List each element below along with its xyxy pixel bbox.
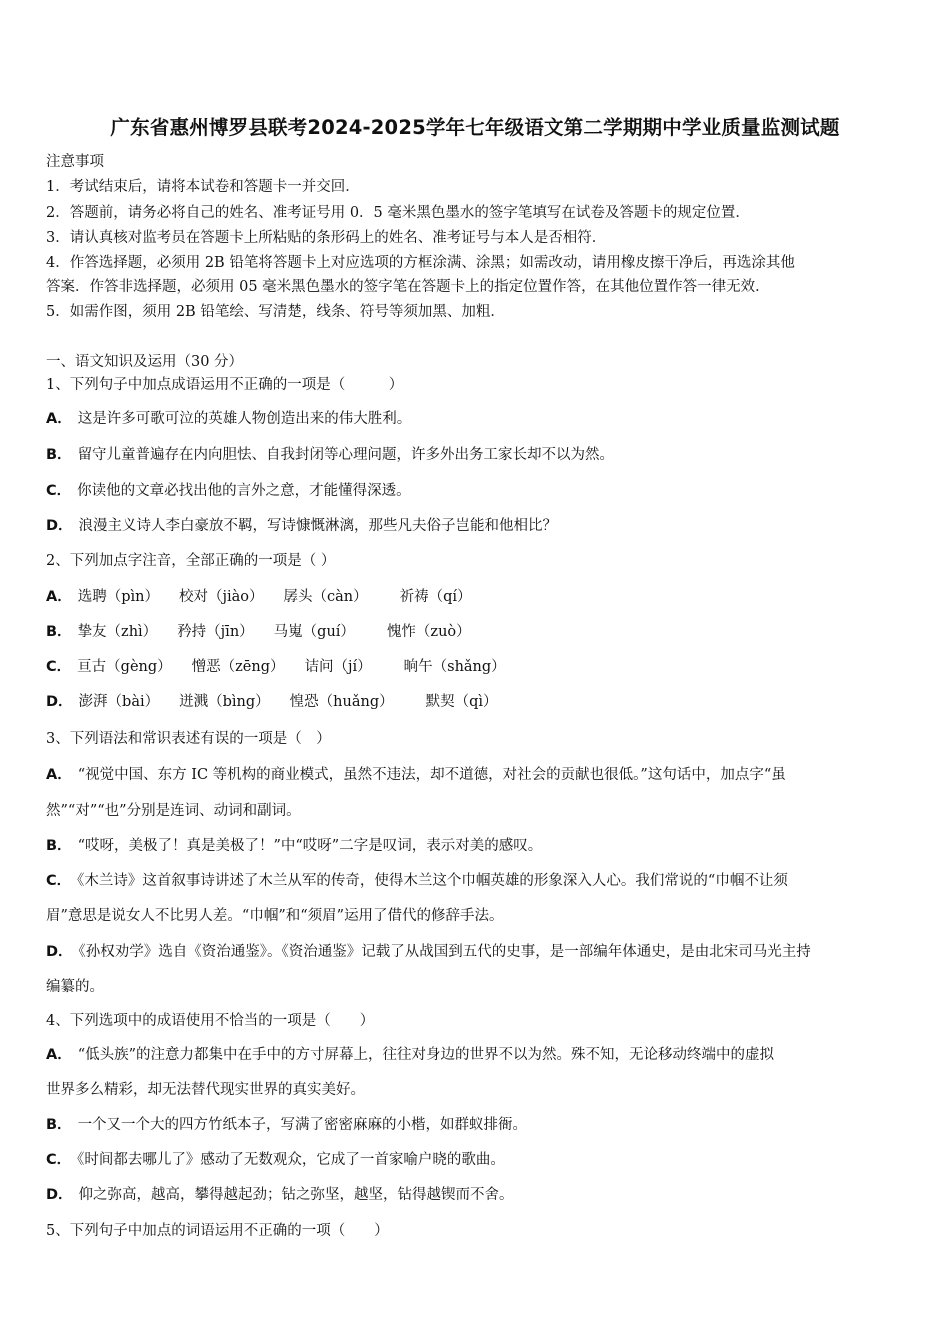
option-label: B． bbox=[46, 1117, 72, 1133]
option-label: A． bbox=[46, 1047, 72, 1063]
question-1-stem: 1、下列句子中加点成语运用不正确的一项是（ ） bbox=[46, 377, 404, 393]
question-4-option-d bbox=[46, 1185, 514, 1205]
pinyin-item: 马嵬（guí） bbox=[273, 624, 355, 640]
question-3-option-a bbox=[46, 765, 786, 785]
option-text: 仰之弥高，越高，攀得越起劲；钻之弥坚，越坚，钻得越锲而不舍。 bbox=[78, 1187, 514, 1203]
option-label: D． bbox=[46, 944, 73, 960]
option-text: 浪漫主义诗人李白豪放不羁，写诗慷慨淋漓，那些凡夫俗子岂能和他相比？ bbox=[78, 518, 558, 534]
question-3-option-b bbox=[46, 836, 542, 856]
option-label: A． bbox=[46, 767, 72, 783]
pinyin-item: 澎湃（bài） bbox=[78, 694, 160, 710]
question-2-stem: 2、下列加点字注音，全部正确的一项是（ ） bbox=[46, 553, 336, 569]
question-3-option-d bbox=[46, 942, 811, 962]
option-label: A． bbox=[46, 589, 72, 605]
pinyin-item: 憎恶（zēng） bbox=[191, 659, 285, 675]
notice-line-2: 2．答题前，请务必将自己的姓名、准考证号用 0．5 毫米黑色墨水的签字笔填写在试卷及答题卡的规定位置． bbox=[46, 205, 750, 221]
question-4-option-a bbox=[46, 1045, 774, 1065]
option-label: D． bbox=[46, 694, 73, 710]
notice-line-6: 5．如需作图，须用 2B 铅笔绘、写清楚，线条、符号等须加黑、加粗． bbox=[46, 304, 505, 320]
option-label: C． bbox=[46, 1152, 72, 1168]
notice-heading: 注意事项 bbox=[46, 154, 104, 170]
option-label: B． bbox=[46, 624, 72, 640]
option-label: D． bbox=[46, 518, 73, 534]
option-text: 留守儿童普遍存在内向胆怯、自我封闭等心理问题，许多外出务工家长却不以为然。 bbox=[77, 447, 615, 463]
question-2-option-a bbox=[46, 587, 472, 607]
question-3-option-a-cont: 然”“对”“也”分别是连词、动词和副词。 bbox=[46, 803, 301, 819]
question-1-option-d bbox=[46, 516, 557, 536]
question-4-option-c bbox=[46, 1150, 505, 1170]
question-3-option-c bbox=[46, 871, 788, 891]
pinyin-item: 选聘（pìn） bbox=[77, 589, 159, 605]
notice-line-3: 3．请认真核对监考员在答题卡上所粘贴的条形码上的姓名、准考证号与本人是否相符． bbox=[46, 230, 607, 246]
question-3-option-c-cont: 眉”意思是说女人不比男人差。“巾帼”和“须眉”运用了借代的修辞手法。 bbox=[46, 908, 504, 924]
pinyin-item: 挚友（zhì） bbox=[77, 624, 158, 640]
pinyin-item: 晌午（shǎng） bbox=[403, 659, 506, 675]
question-2-option-c bbox=[46, 657, 506, 677]
notice-line-5: 答案．作答非选择题，必须用 05 毫米黑色墨水的签字笔在答题卡上的指定位置作答，在其他位置作答一律无效． bbox=[46, 279, 770, 295]
page-title: 广东省惠州博罗县联考2024-2025学年七年级语文第二学期期中学业质量监测试题 bbox=[110, 116, 840, 139]
question-4-option-b bbox=[46, 1115, 527, 1135]
pinyin-item: 矜持（jīn） bbox=[177, 624, 254, 640]
option-text: “低头族”的注意力都集中在手中的方寸屏幕上，往往对身边的世界不以为然。殊不知，无论移动终端中的虚拟 bbox=[77, 1047, 775, 1063]
pinyin-item: 校对（jiào） bbox=[179, 589, 264, 605]
option-text: 《木兰诗》这首叙事诗讲述了木兰从军的传奇，使得木兰这个巾帼英雄的形象深入人心。我们常说的“巾帼不让须 bbox=[77, 873, 788, 889]
question-1-option-a bbox=[46, 409, 411, 429]
option-label: A． bbox=[46, 411, 72, 427]
option-label: C． bbox=[46, 873, 72, 889]
option-label: B． bbox=[46, 447, 72, 463]
pinyin-item: 愧怍（zuò） bbox=[386, 624, 471, 640]
option-text: “视觉中国、东方 IC 等机构的商业模式，虽然不违法，却不道德，对社会的贡献也很低。”这句话中，加点字“虽 bbox=[77, 767, 786, 783]
question-3-option-d-cont: 编纂的。 bbox=[46, 979, 104, 995]
question-1-option-c bbox=[46, 481, 411, 501]
pinyin-item: 亘古（gèng） bbox=[77, 659, 172, 675]
pinyin-item: 诘问（jí） bbox=[304, 659, 372, 675]
option-text: 《时间都去哪儿了》感动了无数观众，它成了一首家喻户晓的歌曲。 bbox=[77, 1152, 505, 1168]
section-heading: 一、语文知识及运用（30 分） bbox=[46, 354, 244, 370]
question-4-option-a-cont: 世界多么精彩，却无法替代现实世界的真实美好。 bbox=[46, 1082, 365, 1098]
question-1-option-b bbox=[46, 445, 614, 465]
pinyin-item: 迸溅（bìng） bbox=[179, 694, 270, 710]
pinyin-item: 祈祷（qí） bbox=[399, 589, 472, 605]
option-label: C． bbox=[46, 483, 72, 499]
option-text: 这是许多可歌可泣的英雄人物创造出来的伟大胜利。 bbox=[77, 411, 412, 427]
option-text: 你读他的文章必找出他的言外之意，才能懂得深透。 bbox=[77, 483, 411, 499]
option-label: D． bbox=[46, 1187, 73, 1203]
option-text: 一个又一个大的四方竹纸本子，写满了密密麻麻的小楷，如群蚁排衙。 bbox=[77, 1117, 528, 1133]
pinyin-item: 惶恐（huǎng） bbox=[289, 694, 394, 710]
option-label: B． bbox=[46, 838, 72, 854]
question-2-option-d bbox=[46, 692, 498, 712]
question-3-stem: 3、下列语法和常识表述有误的一项是（ ） bbox=[46, 731, 331, 747]
question-4-stem: 4、下列选项中的成语使用不恰当的一项是（ ） bbox=[46, 1013, 375, 1029]
option-text: 《孙权劝学》选自《资治通鉴》。《资治通鉴》记载了从战国到五代的史事，是一部编年体通史，是由北宋司马光主持 bbox=[78, 944, 811, 960]
question-2-option-b bbox=[46, 622, 471, 642]
pinyin-item: 默契（qì） bbox=[425, 694, 498, 710]
option-text: “哎呀，美极了！真是美极了！”中“哎呀”二字是叹词，表示对美的感叹。 bbox=[77, 838, 543, 854]
question-5-stem: 5、下列句子中加点的词语运用不正确的一项（ ） bbox=[46, 1223, 389, 1239]
pinyin-item: 孱头（càn） bbox=[283, 589, 368, 605]
option-label: C． bbox=[46, 659, 72, 675]
notice-line-4: 4．作答选择题，必须用 2B 铅笔将答题卡上对应选项的方框涂满、涂黑；如需改动，请用橡皮擦干净后，再选涂其他 bbox=[46, 255, 795, 271]
notice-line-1: 1．考试结束后，请将本试卷和答题卡一并交回． bbox=[46, 179, 360, 195]
